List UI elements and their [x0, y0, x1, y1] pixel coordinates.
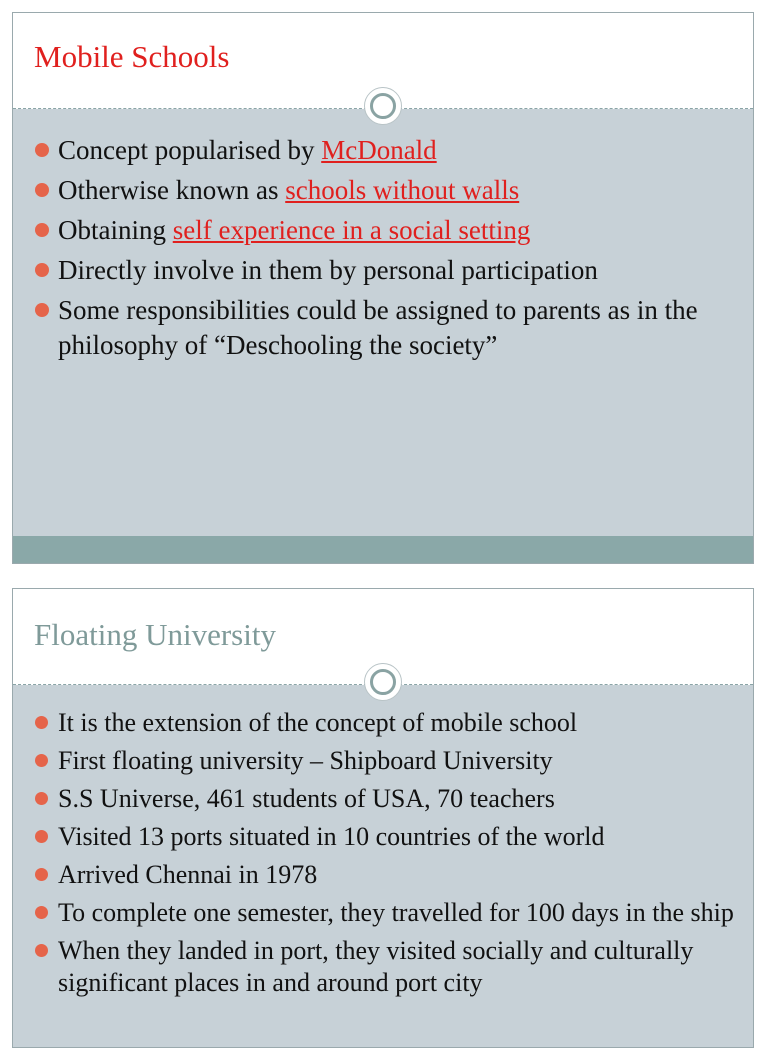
bullet-dot-icon: [35, 944, 48, 957]
bullet-list: [35, 707, 743, 1005]
circle-connector-icon: [364, 87, 402, 125]
bullet-dot-icon: [35, 792, 48, 805]
slide-title: Floating University: [34, 617, 276, 652]
bullet-item: [35, 821, 743, 853]
bullet-text: S.S Universe, 461 students of USA, 70 teachers: [58, 784, 555, 813]
bullet-text: Directly involve in them by personal participation: [58, 255, 598, 285]
bullet-dot-icon: [35, 143, 49, 157]
slide-mobile-schools: [12, 12, 754, 564]
bullet-text: Concept popularised by: [58, 135, 322, 165]
slide-floating-university: [12, 588, 754, 1048]
bullet-text: When they landed in port, they visited socially and culturally significant places in and around port city: [58, 936, 694, 997]
bullet-highlight: schools without walls: [285, 175, 520, 205]
bullet-dot-icon: [35, 868, 48, 881]
bullet-dot-icon: [35, 223, 49, 237]
slide-title: Mobile Schools: [34, 39, 230, 74]
bullet-text: First floating university – Shipboard University: [58, 746, 553, 775]
bottom-stripe: [13, 536, 753, 563]
bullet-dot-icon: [35, 754, 48, 767]
bullet-list: [35, 133, 743, 368]
bullet-dot-icon: [35, 906, 48, 919]
bullet-item: [35, 253, 743, 288]
bullet-dot-icon: [35, 303, 49, 317]
bullet-text: Arrived Chennai in 1978: [58, 860, 318, 889]
bullet-text: Visited 13 ports situated in 10 countries of the world: [58, 822, 605, 851]
bullet-item: [35, 707, 743, 739]
bullet-item: [35, 173, 743, 208]
bullet-text: Some responsibilities could be assigned to parents as in the philosophy of “Deschooling the society”: [58, 295, 698, 360]
bullet-item: [35, 859, 743, 891]
bullet-item: [35, 213, 743, 248]
bullet-dot-icon: [35, 830, 48, 843]
bullet-item: [35, 745, 743, 777]
bullet-highlight: McDonald: [321, 135, 437, 165]
bullet-item: [35, 897, 743, 929]
bullet-item: [35, 935, 743, 999]
bullet-text: Otherwise known as: [58, 175, 286, 205]
bullet-item: [35, 133, 743, 168]
bullet-dot-icon: [35, 716, 48, 729]
bullet-text: To complete one semester, they travelled for 100 days in the ship: [58, 898, 734, 927]
bullet-dot-icon: [35, 263, 49, 277]
bullet-dot-icon: [35, 183, 49, 197]
bullet-item: [35, 783, 743, 815]
bullet-text: Obtaining: [58, 215, 173, 245]
bullet-highlight: self experience in a social setting: [172, 215, 531, 245]
circle-connector-icon: [364, 663, 402, 701]
bullet-text: It is the extension of the concept of mobile school: [58, 708, 578, 737]
bullet-item: [35, 293, 743, 363]
